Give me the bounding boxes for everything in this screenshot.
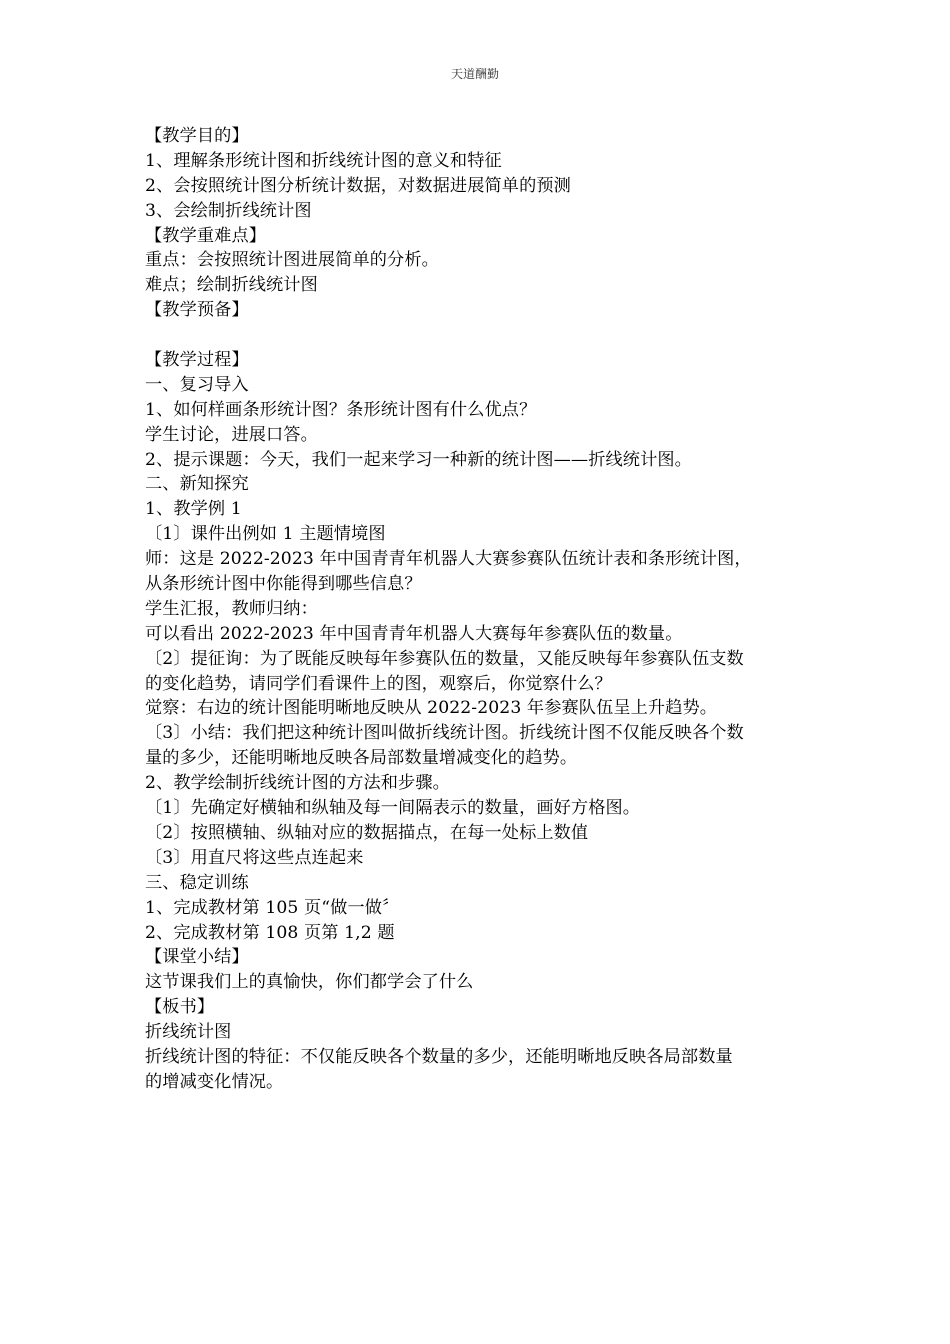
- paragraph-line: 〔2〕按照横轴、纵轴对应的数据描点，在每一处标上数值: [145, 822, 589, 843]
- paragraph-line: 2、教学绘制折线统计图的方法和步骤。: [145, 773, 450, 794]
- section-heading-process: 【教学过程】: [145, 350, 249, 371]
- paragraph-line: 1、完成教材第 105 页“做一做〞: [145, 897, 400, 918]
- section-heading-objectives: 【教学目的】: [145, 126, 249, 146]
- section-heading-summary: 【课堂小结】: [145, 947, 249, 968]
- paragraph-line: 这节课我们上的真愉快，你们都学会了什么: [145, 972, 474, 993]
- subsection-heading: 三、稳定训练: [145, 872, 249, 893]
- paragraph-line: 折线统计图的特征：不仅能反映各个数量的多少，还能明晰地反映各局部数量: [145, 1046, 733, 1067]
- key-point: 重点：会按照统计图进展简单的分析。: [145, 250, 439, 271]
- difficult-point: 难点；绘制折线统计图: [145, 275, 318, 296]
- paragraph-line: 2、完成教材第 108 页第 1,2 题: [145, 922, 395, 943]
- paragraph-line: 的变化趋势，请同学们看课件上的图，观察后，你觉察什么？: [145, 673, 612, 694]
- document-body: [145, 124, 810, 1095]
- blank-line: [145, 323, 810, 348]
- paragraph-line: 〔1〕课件出例如 1 主题情境图: [145, 524, 386, 545]
- section-heading-board: 【板书】: [145, 997, 215, 1018]
- page-header: 天道酬勤: [450, 67, 499, 81]
- objective-item: 3、会绘制折线统计图: [145, 200, 312, 221]
- paragraph-line: 学生汇报，教师归纳：: [145, 598, 318, 619]
- section-heading-preparation: 【教学预备】: [145, 300, 249, 321]
- paragraph-line: 从条形统计图中你能得到哪些信息？: [145, 574, 422, 595]
- paragraph-line: 量的多少，还能明晰地反映各局部数量增减变化的趋势。: [145, 748, 578, 769]
- paragraph-line: 师：这是 2022-2023 年中国青青年机器人大赛参赛队伍统计表和条形统计图，: [145, 549, 752, 570]
- objective-item: 2、会按照统计图分析统计数据，对数据进展简单的预测: [145, 175, 571, 196]
- paragraph-line: 〔3〕用直尺将这些点连起来: [145, 847, 364, 868]
- paragraph-line: 学生讨论，进展口答。: [145, 424, 318, 445]
- paragraph-line: 可以看出 2022-2023 年中国青青年机器人大赛每年参赛队伍的数量。: [145, 623, 683, 644]
- paragraph-line: 1、教学例 1: [145, 499, 242, 520]
- subsection-heading: 一、复习导入: [145, 374, 249, 395]
- paragraph-line: 折线统计图: [145, 1022, 232, 1043]
- paragraph-line: 〔3〕小结：我们把这种统计图叫做折线统计图。折线统计图不仅能反映各个数: [145, 723, 744, 744]
- paragraph-line: 2、提示课题：今天，我们一起来学习一种新的统计图——折线统计图。: [145, 449, 692, 470]
- paragraph-line: 〔1〕先确定好横轴和纵轴及每一间隔表示的数量，画好方格图。: [145, 798, 641, 819]
- paragraph-line: 觉察：右边的统计图能明晰地反映从 2022-2023 年参赛队伍呈上升趋势。: [145, 698, 718, 719]
- paragraph-line: 〔2〕提征询：为了既能反映每年参赛队伍的数量，又能反映每年参赛队伍支数: [145, 648, 744, 669]
- subsection-heading: 二、新知探究: [145, 474, 249, 495]
- paragraph-line: 的增减变化情况。: [145, 1071, 284, 1092]
- paragraph-line: 1、如何样画条形统计图？条形统计图有什么优点？: [145, 399, 537, 420]
- objective-item: 1、理解条形统计图和折线统计图的意义和特征: [145, 150, 502, 171]
- section-heading-key-points: 【教学重难点】: [145, 225, 267, 246]
